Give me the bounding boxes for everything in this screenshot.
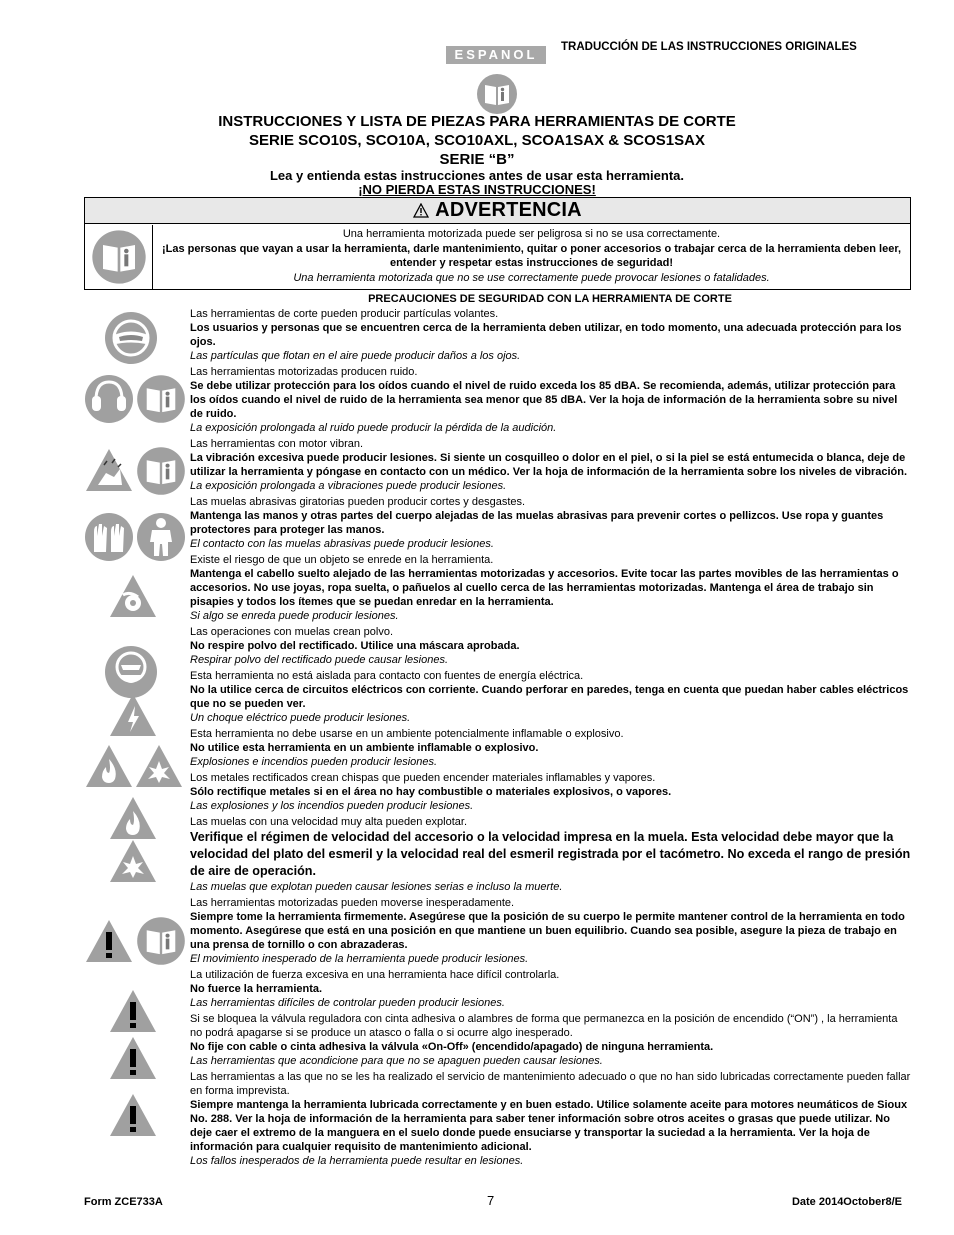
warning-line-1: Una herramienta motorizada puede ser peligrosa si no se usa correctamente. — [342, 228, 721, 240]
consequence-text: La exposición prolongada al ruido puede producir la pérdida de la audición. — [190, 422, 557, 434]
warning-heading: ADVERTENCIA — [435, 199, 582, 221]
warning-box — [84, 197, 911, 290]
instruction-text: No utilice esta herramienta en un ambiente inflamable o explosivo. — [190, 742, 539, 754]
read-manual-icon — [136, 446, 186, 496]
warning-header — [85, 198, 910, 224]
consequence-text: Un choque eléctrico puede producir lesiones. — [190, 712, 411, 724]
explosion-hazard-icon — [108, 838, 158, 884]
safety-entries — [190, 307, 912, 1170]
safety-entry — [190, 495, 912, 551]
safety-entry — [190, 896, 912, 966]
safety-entry — [190, 437, 912, 493]
fire-hazard-icon — [84, 743, 134, 789]
safety-entry — [190, 553, 912, 623]
instruction-text: Mantenga las manos y otras partes del cuerpo alejadas de las muelas abrasivas para prevenir cortes o pellizcos. Use ropa y guantes protectores para proteger las manos. — [190, 510, 884, 536]
hazard-text: Las herramientas motorizadas pueden moverse inesperadamente. — [190, 897, 515, 909]
instruction-text: Sólo rectifique metales si en el área no hay combustible o materiales explosivos, o vapores. — [190, 786, 672, 798]
instruction-text: No respire polvo del rectificado. Utilice una máscara aprobada. — [190, 640, 520, 652]
hazard-text: Las herramientas a las que no se les ha realizado el servicio de mantenimiento adecuado o que no han sido lubricadas correctamente pueden fallar en forma imprevista. — [190, 1071, 911, 1097]
protective-clothing-icon — [136, 512, 186, 562]
explosion-hazard-icon — [134, 743, 184, 789]
document-date: Date 2014October8/E — [791, 1196, 902, 1208]
entanglement-icon — [108, 573, 158, 619]
safety-entry — [190, 1070, 912, 1168]
hazard-text: Las herramientas de corte pueden producir partículas volantes. — [190, 308, 499, 320]
warning-text — [153, 225, 910, 289]
ear-protection-icon — [84, 374, 134, 424]
safety-entry — [190, 771, 912, 813]
consequence-text: Los fallos inesperados de la herramienta puede resultar en lesiones. — [190, 1155, 524, 1167]
read-manual-icon — [136, 374, 186, 424]
fire-hazard-icon — [108, 795, 158, 841]
instruction-text: Se debe utilizar protección para los oídos cuando el nivel de ruido exceda los 85 dBA. Se recomienda, además, utilizar protección para los oídos cuando el nivel de ruido de la herramienta sea menor que 85 dBA. Ver la hoja de información de la herramienta sobre su nivel de ruido. — [190, 380, 898, 420]
series-line: SERIE SCO10S, SCO10A, SCO10AXL, SCOA1SAX & SCOS1SAX — [249, 132, 705, 149]
warning-line-3: Una herramienta motorizada que no se use correctamente puede provocar lesiones o fatalidades. — [293, 271, 770, 284]
vibration-hand-icon — [84, 447, 134, 493]
instruction-text: Verifique el régimen de velocidad del accesorio o la velocidad impresa en la muela. Esta velocidad debe mayor que la velocidad del plato del esmeril y la velocidad real del esmeril registrada por el tacómetro. No exceda el rango de presión de aire de operación. — [190, 830, 911, 878]
hazard-text: Si se bloquea la válvula reguladora con cinta adhesiva o alambres de forma que permanezca en la posición de encendido (“ON”) , la herramienta no podrá apagarse si se produce un atasco o falla o si ocurre algo inesperado. — [190, 1013, 898, 1039]
hazard-text: Las muelas abrasivas giratorias pueden producir cortes y desgastes. — [190, 496, 526, 508]
consequence-text: Si algo se enreda puede producir lesiones. — [190, 610, 399, 622]
warning-triangle-icon — [413, 203, 429, 218]
exclamation-icon — [108, 1035, 158, 1081]
hazard-text: Existe el riesgo de que un objeto se enrede en la herramienta. — [190, 554, 494, 566]
safety-entry — [190, 365, 912, 435]
hazard-text: Los metales rectificados crean chispas que pueden encender materiales inflamables y vapores. — [190, 772, 656, 784]
instruction-text: La vibración excesiva puede producir lesiones. Si siente un cosquilleo o dolor en el piel, o si la piel se está entumecida o blanca, deje de utilizar la herramienta y póngase en contacto con un médico. Ver la hoja de información de la herramienta sobre los niveles de vibración. — [190, 452, 908, 478]
dust-mask-icon — [104, 645, 158, 699]
consequence-text: Las herramientas que acondicione para que no se apaguen pueden causar lesiones. — [190, 1055, 603, 1067]
instruction-text: Siempre mantenga la herramienta lubricada correctamente y en buen estado. Utilice solamente aceite para motores neumáticos de Sioux No. 288. Ver la hoja de información de la herramienta para saber tener información sobre otros aceites o grasas que puede utilizar. No deje caer el extremo de la manguera en el suelo donde puede ensuciarse y transportar la suciedad a la herramienta. Ver la hoja de información para cualquier requisito de mantenimiento adicional. — [190, 1099, 908, 1153]
instruction-text: No fije con cable o cinta adhesiva la válvula «On-Off» (encendido/apagado) de ninguna herramienta. — [190, 1041, 714, 1053]
warning-line-2: ¡Las personas que vayan a usar la herramienta, darle mantenimiento, quitar o poner accesorios o trabajar cerca de la herramienta deben leer, entender y respetar estas instrucciones de seguridad! — [161, 242, 902, 269]
language-badge: ESPANOL — [446, 46, 546, 64]
read-manual-icon — [136, 916, 186, 966]
consequence-text: Las explosiones y los incendios pueden producir lesiones. — [190, 800, 474, 812]
hazard-text: Esta herramienta no está aislada para contacto con fuentes de energía eléctrica. — [190, 670, 584, 682]
instruction-text: Siempre tome la herramienta firmemente. Asegúrese que la posición de su cuerpo le permite mantener control de la herramienta en todo momento. Asegúrese que está en una posición en que mantiene un buen equilibrio. Cuando sea posible, asegure la pieza de trabajo en una prensa de tornillo o con abrazaderas. — [190, 911, 905, 951]
safety-entry — [190, 1012, 912, 1068]
safety-icons-column — [80, 0, 190, 1200]
goggles-icon — [104, 311, 158, 365]
safety-entry — [190, 815, 912, 894]
hazard-text: Esta herramienta no debe usarse en un ambiente potencialmente inflamable o explosivo. — [190, 728, 624, 740]
keep-instructions-line: ¡NO PIERDA ESTAS INSTRUCCIONES! — [358, 182, 596, 197]
title-block — [150, 112, 804, 196]
read-instructions-line: Lea y entienda estas instrucciones antes de usar esta herramienta. — [269, 168, 684, 183]
safety-entry — [190, 625, 912, 667]
consequence-text: La exposición prolongada a vibraciones puede producir lesiones. — [190, 480, 507, 492]
exclamation-icon — [108, 1092, 158, 1138]
instruction-text: No fuerce la herramienta. — [190, 983, 323, 995]
instruction-text: Los usuarios y personas que se encuentren cerca de la herramienta deben utilizar, en todo momento, una adecuada protección para los ojos. — [190, 322, 902, 348]
consequence-text: El contacto con las muelas abrasivas puede producir lesiones. — [190, 538, 494, 550]
hazard-text: Las herramientas con motor vibran. — [190, 438, 364, 450]
hazard-text: La utilización de fuerza excesiva en una herramienta hace difícil controlarla. — [190, 969, 560, 981]
hazard-text: Las herramientas motorizadas producen ruido. — [190, 366, 418, 378]
consequence-text: El movimiento inesperado de la herramienta puede producir lesiones. — [190, 953, 529, 965]
page-number: 7 — [487, 1193, 495, 1208]
consequence-text: Las herramientas difíciles de controlar pueden producir lesiones. — [190, 997, 505, 1009]
instruction-text: No la utilice cerca de circuitos eléctricos con corriente. Cuando perforar en paredes, tenga en cuenta que puedan haber cables eléctricos que no se pueden ver. — [190, 684, 909, 710]
safety-entry — [190, 307, 912, 363]
consequence-text: Respirar polvo del rectificado puede causar lesiones. — [190, 654, 449, 666]
consequence-text: Las muelas que explotan pueden causar lesiones serias e incluso la muerte. — [190, 881, 563, 893]
page-title: INSTRUCCIONES Y LISTA DE PIEZAS PARA HERRAMIENTAS DE CORTE — [218, 113, 736, 130]
form-number: Form ZCE733A — [84, 1196, 163, 1208]
read-manual-icon — [476, 73, 518, 115]
safety-entry — [190, 669, 912, 725]
series-b-line: SERIE “B” — [439, 151, 515, 168]
exclamation-icon — [108, 988, 158, 1034]
consequence-text: Las partículas que flotan en el aire puede producir daños a los ojos. — [190, 350, 521, 362]
hazard-text: Las operaciones con muelas crean polvo. — [190, 626, 394, 638]
gloves-icon — [84, 512, 134, 562]
safety-entry — [190, 968, 912, 1010]
hazard-text: Las muelas con una velocidad muy alta pueden explotar. — [190, 816, 468, 828]
exclamation-icon — [84, 918, 134, 964]
instruction-text: Mantenga el cabello suelto alejado de las herramientas motorizadas y accesorios. Evite tocar las partes movibles de las herramientas o accesorios. No use joyas, ropa suelta, o pañuelos al cuello cerca de las herramientas motorizadas. Mantenga el área de trabajo sin pisapies y todos los ítemes que se puedan enredar en la herramienta. — [190, 568, 899, 608]
safety-entry — [190, 727, 912, 769]
section-title: PRECAUCIONES DE SEGURIDAD CON LA HERRAMIENTA DE CORTE — [368, 293, 732, 305]
translation-note: TRADUCCIÓN DE LAS INSTRUCCIONES ORIGINALES — [561, 41, 857, 53]
electric-shock-icon — [108, 692, 158, 738]
consequence-text: Explosiones e incendios pueden producir lesiones. — [190, 756, 438, 768]
